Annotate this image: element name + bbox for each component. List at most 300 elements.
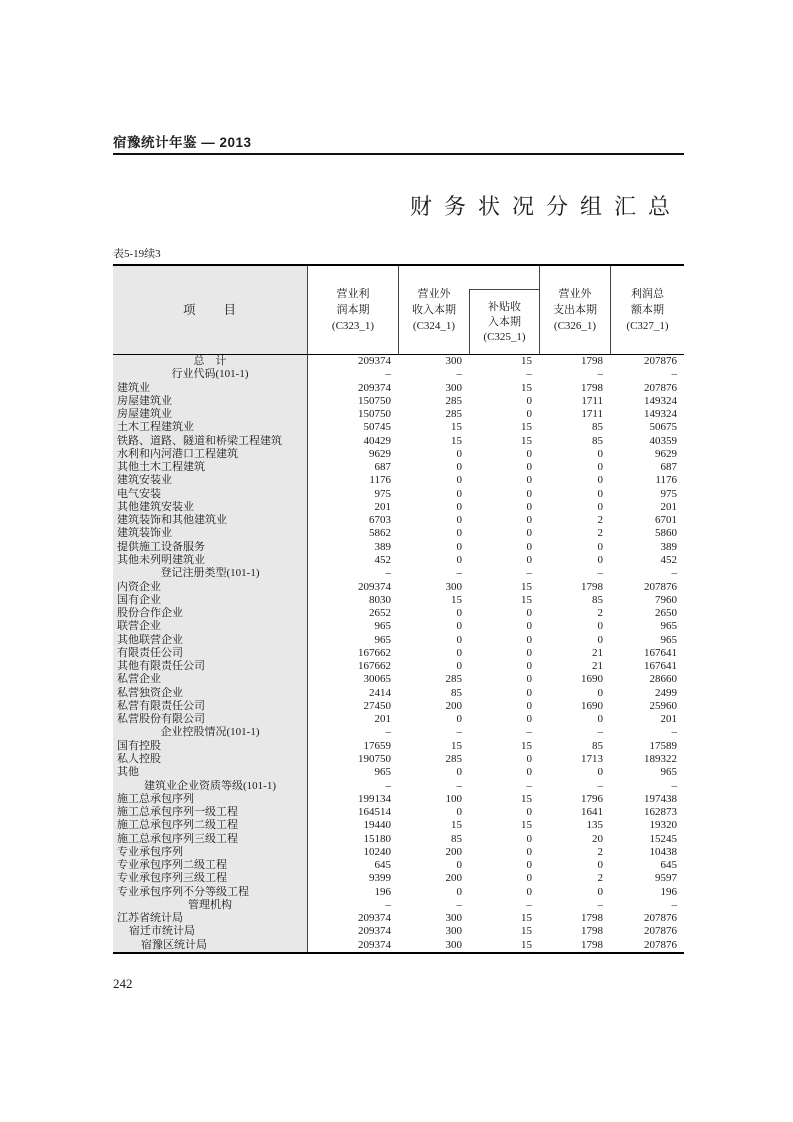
table-row bbox=[113, 488, 684, 501]
table-row bbox=[113, 647, 684, 660]
cell-value: – bbox=[456, 726, 462, 739]
cell-value: 1798 bbox=[581, 938, 603, 951]
cell-value: 2650 bbox=[655, 607, 677, 620]
cell-value: 15 bbox=[451, 421, 462, 434]
row-label: 其他未列明建筑业 bbox=[113, 554, 308, 567]
row-label: 企业控股情况(101-1) bbox=[113, 726, 308, 739]
cell-value: 0 bbox=[456, 474, 462, 487]
cell-value: 1690 bbox=[581, 699, 603, 712]
cell-value: 0 bbox=[456, 500, 462, 513]
financial-summary-table bbox=[113, 264, 684, 954]
table-row bbox=[113, 780, 684, 793]
cell-value: 50675 bbox=[649, 421, 677, 434]
cell-value: 0 bbox=[456, 540, 462, 553]
cell-value: 17589 bbox=[649, 739, 677, 752]
cell-value: 965 bbox=[660, 620, 677, 633]
row-label: 总 计 bbox=[113, 355, 308, 368]
cell-value: 0 bbox=[456, 885, 462, 898]
cell-value: 1796 bbox=[581, 792, 603, 805]
cell-value: 207876 bbox=[644, 355, 677, 367]
table-row bbox=[113, 581, 684, 594]
cell-value: 50745 bbox=[363, 421, 391, 434]
cell-value: 5862 bbox=[369, 527, 391, 540]
table-row bbox=[113, 912, 684, 925]
cell-value: 0 bbox=[526, 713, 532, 726]
cell-value: 285 bbox=[445, 394, 462, 407]
cell-value: 17659 bbox=[363, 739, 391, 752]
cell-value: 0 bbox=[456, 806, 462, 819]
cell-value: 167662 bbox=[358, 646, 391, 659]
table-row bbox=[113, 859, 684, 872]
cell-value: 0 bbox=[456, 713, 462, 726]
cell-value: 200 bbox=[445, 872, 462, 885]
cell-value: 167641 bbox=[644, 646, 677, 659]
cell-value: 0 bbox=[526, 806, 532, 819]
cell-value: 209374 bbox=[358, 355, 391, 367]
cell-value: – bbox=[671, 368, 677, 381]
cell-value: – bbox=[385, 726, 391, 739]
cell-value: 0 bbox=[526, 408, 532, 421]
cell-value: – bbox=[597, 368, 603, 381]
table-row bbox=[113, 713, 684, 726]
cell-value: 965 bbox=[660, 633, 677, 646]
cell-value: 15 bbox=[521, 355, 532, 367]
cell-value: 0 bbox=[526, 540, 532, 553]
cell-value: 452 bbox=[660, 553, 677, 566]
cell-value: 167641 bbox=[644, 660, 677, 673]
cell-value: 0 bbox=[526, 487, 532, 500]
cell-value: 15 bbox=[521, 792, 532, 805]
cell-value: 0 bbox=[456, 527, 462, 540]
cell-value: 201 bbox=[660, 500, 677, 513]
cell-value: 201 bbox=[374, 713, 391, 726]
cell-value: 2 bbox=[597, 527, 603, 540]
cell-value: – bbox=[385, 779, 391, 792]
column-header-line: (C324_1) bbox=[412, 320, 456, 332]
cell-value: – bbox=[671, 726, 677, 739]
cell-value: 21 bbox=[592, 646, 603, 659]
row-label: 施工总承包序列三级工程 bbox=[113, 833, 308, 846]
table-row bbox=[113, 395, 684, 408]
table-row bbox=[113, 448, 684, 461]
table-row bbox=[113, 899, 684, 912]
cell-value: 1713 bbox=[581, 752, 603, 765]
table-body bbox=[113, 355, 684, 952]
table-row bbox=[113, 527, 684, 540]
cell-value: 207876 bbox=[644, 580, 677, 593]
row-label: 专业承包序列 bbox=[113, 846, 308, 859]
cell-value: 19320 bbox=[649, 819, 677, 832]
row-label: 房屋建筑业 bbox=[113, 395, 308, 408]
cell-value: 1711 bbox=[581, 408, 603, 421]
cell-value: 1798 bbox=[581, 912, 603, 925]
cell-value: – bbox=[526, 368, 532, 381]
cell-value: 0 bbox=[456, 646, 462, 659]
column-header-line: 利润总 bbox=[631, 288, 664, 300]
cell-value: 0 bbox=[597, 487, 603, 500]
column-header-line: 润本期 bbox=[336, 304, 370, 316]
cell-value: 0 bbox=[526, 699, 532, 712]
cell-value: 9629 bbox=[655, 447, 677, 460]
row-label: 施工总承包序列一级工程 bbox=[113, 806, 308, 819]
cell-value: 2499 bbox=[655, 686, 677, 699]
cell-value: 1690 bbox=[581, 673, 603, 686]
cell-value: 1798 bbox=[581, 925, 603, 938]
cell-value: 0 bbox=[456, 859, 462, 872]
table-row bbox=[113, 726, 684, 739]
cell-value: – bbox=[526, 898, 532, 911]
cell-value: 85 bbox=[592, 421, 603, 434]
cell-value: 975 bbox=[374, 487, 391, 500]
cell-value: 0 bbox=[456, 553, 462, 566]
cell-value: 85 bbox=[451, 832, 462, 845]
row-label: 其他土木工程建筑 bbox=[113, 461, 308, 474]
cell-value: 85 bbox=[451, 686, 462, 699]
cell-value: 0 bbox=[526, 500, 532, 513]
cell-value: 0 bbox=[456, 487, 462, 500]
cell-value: 40359 bbox=[649, 434, 677, 447]
cell-value: – bbox=[526, 726, 532, 739]
cell-value: 0 bbox=[456, 660, 462, 673]
cell-value: 1798 bbox=[581, 355, 603, 367]
row-label: 内资企业 bbox=[113, 581, 308, 594]
cell-value: 30065 bbox=[363, 673, 391, 686]
column-header-line: (C327_1) bbox=[626, 320, 669, 332]
cell-value: 2652 bbox=[369, 607, 391, 620]
cell-value: 1641 bbox=[581, 806, 603, 819]
cell-value: 135 bbox=[586, 819, 603, 832]
page-number: 242 bbox=[113, 976, 133, 991]
column-header-C325_1 bbox=[469, 266, 539, 354]
cell-value: – bbox=[671, 898, 677, 911]
cell-value: 7960 bbox=[655, 593, 677, 606]
column-header-line: (C326_1) bbox=[553, 320, 597, 332]
cell-value: 0 bbox=[456, 620, 462, 633]
cell-value: 15 bbox=[521, 739, 532, 752]
cell-value: 0 bbox=[597, 447, 603, 460]
cell-value: 0 bbox=[597, 766, 603, 779]
cell-value: 0 bbox=[526, 646, 532, 659]
cell-value: 8030 bbox=[369, 593, 391, 606]
row-label: 宿迁市统计局 bbox=[113, 925, 308, 938]
table-row bbox=[113, 474, 684, 487]
table-row bbox=[113, 872, 684, 885]
cell-value: 0 bbox=[597, 474, 603, 487]
row-label: 江苏省统计局 bbox=[113, 912, 308, 925]
cell-value: 0 bbox=[526, 461, 532, 474]
cell-value: 209374 bbox=[358, 938, 391, 951]
cell-value: 0 bbox=[597, 620, 603, 633]
row-label: 专业承包序列二级工程 bbox=[113, 859, 308, 872]
table-row bbox=[113, 541, 684, 554]
cell-value: 85 bbox=[592, 739, 603, 752]
column-header-line: 营业外 bbox=[558, 288, 592, 300]
cell-value: 85 bbox=[592, 434, 603, 447]
column-header-C326_1 bbox=[539, 266, 610, 354]
cell-value: 207876 bbox=[644, 912, 677, 925]
cell-value: – bbox=[671, 567, 677, 580]
row-label: 有限责任公司 bbox=[113, 647, 308, 660]
column-header-line: 营业利 bbox=[336, 288, 370, 300]
cell-value: 0 bbox=[526, 872, 532, 885]
cell-value: 209374 bbox=[358, 580, 391, 593]
cell-value: 2414 bbox=[369, 686, 391, 699]
cell-value: 190750 bbox=[358, 752, 391, 765]
cell-value: 965 bbox=[374, 620, 391, 633]
row-label: 私营有限责任公司 bbox=[113, 700, 308, 713]
table-row bbox=[113, 753, 684, 766]
cell-value: 149324 bbox=[644, 394, 677, 407]
cell-value: 0 bbox=[526, 845, 532, 858]
table-row bbox=[113, 607, 684, 620]
cell-value: 0 bbox=[526, 620, 532, 633]
sub-column-box-C325_1 bbox=[469, 289, 539, 354]
cell-value: 10438 bbox=[649, 845, 677, 858]
cell-value: 15 bbox=[521, 912, 532, 925]
cell-value: 1798 bbox=[581, 381, 603, 394]
cell-value: 15 bbox=[521, 381, 532, 394]
table-row bbox=[113, 793, 684, 806]
item-column-header: 项 目 bbox=[113, 266, 308, 354]
cell-value: 0 bbox=[597, 553, 603, 566]
cell-value: 975 bbox=[660, 487, 677, 500]
row-label: 其他有限责任公司 bbox=[113, 660, 308, 673]
column-header-line: (C325_1) bbox=[483, 330, 526, 343]
cell-value: 0 bbox=[456, 633, 462, 646]
cell-value: 0 bbox=[526, 527, 532, 540]
row-label: 施工总承包序列二级工程 bbox=[113, 819, 308, 832]
cell-value: 0 bbox=[526, 474, 532, 487]
cell-value: 196 bbox=[374, 885, 391, 898]
cell-value: 207876 bbox=[644, 938, 677, 951]
table-row bbox=[113, 660, 684, 673]
cell-value: 645 bbox=[660, 859, 677, 872]
table-row bbox=[113, 634, 684, 647]
cell-value: 300 bbox=[445, 355, 462, 367]
cell-value: 1798 bbox=[581, 580, 603, 593]
cell-value: 0 bbox=[597, 461, 603, 474]
cell-value: 20 bbox=[592, 832, 603, 845]
row-label: 水利和内河港口工程建筑 bbox=[113, 448, 308, 461]
cell-value: 2 bbox=[597, 872, 603, 885]
cell-value: 15 bbox=[521, 421, 532, 434]
cell-value: 0 bbox=[456, 607, 462, 620]
table-row bbox=[113, 421, 684, 434]
cell-value: 1176 bbox=[369, 474, 391, 487]
row-label: 联营企业 bbox=[113, 620, 308, 633]
cell-value: 25960 bbox=[649, 699, 677, 712]
cell-value: 0 bbox=[526, 832, 532, 845]
table-row bbox=[113, 567, 684, 580]
row-label: 行业代码(101-1) bbox=[113, 368, 308, 381]
cell-value: – bbox=[597, 567, 603, 580]
row-label: 其他建筑安装业 bbox=[113, 501, 308, 514]
cell-value: 300 bbox=[445, 912, 462, 925]
cell-value: 209374 bbox=[358, 381, 391, 394]
table-row bbox=[113, 554, 684, 567]
row-label: 建筑安装业 bbox=[113, 474, 308, 487]
cell-value: 0 bbox=[526, 660, 532, 673]
cell-value: 2 bbox=[597, 607, 603, 620]
cell-value: 200 bbox=[445, 845, 462, 858]
cell-value: 965 bbox=[374, 633, 391, 646]
cell-value: 209374 bbox=[358, 925, 391, 938]
cell-value: 15 bbox=[451, 593, 462, 606]
cell-value: 0 bbox=[597, 885, 603, 898]
table-row bbox=[113, 594, 684, 607]
cell-value: 15245 bbox=[649, 832, 677, 845]
cell-value: 645 bbox=[374, 859, 391, 872]
table-row bbox=[113, 766, 684, 779]
cell-value: 285 bbox=[445, 408, 462, 421]
cell-value: 207876 bbox=[644, 925, 677, 938]
cell-value: 0 bbox=[526, 633, 532, 646]
cell-value: 0 bbox=[597, 859, 603, 872]
cell-value: 0 bbox=[526, 553, 532, 566]
cell-value: 0 bbox=[526, 766, 532, 779]
table-row bbox=[113, 355, 684, 368]
cell-value: 200 bbox=[445, 699, 462, 712]
cell-value: 452 bbox=[374, 553, 391, 566]
cell-value: 15 bbox=[521, 434, 532, 447]
cell-value: 100 bbox=[445, 792, 462, 805]
column-header-C323_1 bbox=[308, 266, 398, 354]
cell-value: 0 bbox=[597, 713, 603, 726]
cell-value: 9399 bbox=[369, 872, 391, 885]
page-title: 财务状况分组汇总 bbox=[410, 194, 683, 219]
cell-value: – bbox=[385, 368, 391, 381]
cell-value: – bbox=[456, 567, 462, 580]
cell-value: 0 bbox=[456, 461, 462, 474]
column-header-line: (C323_1) bbox=[331, 320, 375, 332]
cell-value: 199134 bbox=[358, 792, 391, 805]
table-row bbox=[113, 368, 684, 381]
cell-value: 9629 bbox=[369, 447, 391, 460]
cell-value: 201 bbox=[660, 713, 677, 726]
cell-value: 0 bbox=[456, 447, 462, 460]
row-label: 登记注册类型(101-1) bbox=[113, 567, 308, 580]
cell-value: 0 bbox=[597, 686, 603, 699]
cell-value: 0 bbox=[526, 607, 532, 620]
cell-value: 15 bbox=[521, 580, 532, 593]
row-label: 股份合作企业 bbox=[113, 607, 308, 620]
cell-value: 6701 bbox=[655, 514, 677, 527]
table-row bbox=[113, 461, 684, 474]
cell-value: 965 bbox=[660, 766, 677, 779]
cell-value: 6703 bbox=[369, 514, 391, 527]
cell-value: 85 bbox=[592, 593, 603, 606]
cell-value: 0 bbox=[526, 859, 532, 872]
table-row bbox=[113, 846, 684, 859]
row-label: 国有企业 bbox=[113, 594, 308, 607]
cell-value: 15 bbox=[451, 819, 462, 832]
cell-value: 1711 bbox=[581, 394, 603, 407]
cell-value: 300 bbox=[445, 925, 462, 938]
cell-value: 0 bbox=[597, 540, 603, 553]
cell-value: 201 bbox=[374, 500, 391, 513]
cell-value: 300 bbox=[445, 938, 462, 951]
cell-value: – bbox=[456, 779, 462, 792]
row-label: 建筑业企业资质等级(101-1) bbox=[113, 780, 308, 793]
cell-value: 2 bbox=[597, 514, 603, 527]
table-row bbox=[113, 700, 684, 713]
row-label: 私营独资企业 bbox=[113, 687, 308, 700]
cell-value: 167662 bbox=[358, 660, 391, 673]
row-label: 私人控股 bbox=[113, 753, 308, 766]
table-row bbox=[113, 939, 684, 952]
cell-value: 1176 bbox=[655, 474, 677, 487]
table-caption: 表5-19续3 bbox=[113, 248, 161, 260]
cell-value: – bbox=[597, 898, 603, 911]
cell-value: 40429 bbox=[363, 434, 391, 447]
table-header-row bbox=[113, 266, 684, 355]
cell-value: 285 bbox=[445, 752, 462, 765]
masthead-title: 宿豫统计年鉴 — 2013 bbox=[113, 135, 252, 150]
row-label: 土木工程建筑业 bbox=[113, 421, 308, 434]
cell-value: 0 bbox=[456, 766, 462, 779]
cell-value: 0 bbox=[456, 514, 462, 527]
cell-value: 389 bbox=[374, 540, 391, 553]
cell-value: – bbox=[526, 567, 532, 580]
table-row bbox=[113, 833, 684, 846]
cell-value: – bbox=[456, 898, 462, 911]
cell-value: 15 bbox=[521, 925, 532, 938]
row-label: 建筑业 bbox=[113, 382, 308, 395]
cell-value: 0 bbox=[526, 394, 532, 407]
cell-value: 15 bbox=[521, 593, 532, 606]
cell-value: 209374 bbox=[358, 912, 391, 925]
row-label: 宿豫区统计局 bbox=[113, 939, 308, 952]
header-rule bbox=[113, 153, 684, 155]
table-row bbox=[113, 514, 684, 527]
row-label: 管理机构 bbox=[113, 899, 308, 912]
table-row bbox=[113, 382, 684, 395]
table-row bbox=[113, 435, 684, 448]
row-label: 私营股份有限公司 bbox=[113, 713, 308, 726]
cell-value: 19440 bbox=[363, 819, 391, 832]
cell-value: 28660 bbox=[649, 673, 677, 686]
cell-value: 687 bbox=[660, 461, 677, 474]
cell-value: 389 bbox=[660, 540, 677, 553]
cell-value: 0 bbox=[526, 686, 532, 699]
cell-value: – bbox=[526, 779, 532, 792]
table-row bbox=[113, 925, 684, 938]
cell-value: 164514 bbox=[358, 806, 391, 819]
column-header-line: 入本期 bbox=[488, 315, 521, 328]
column-header-C324_1 bbox=[398, 266, 469, 354]
cell-value: 9597 bbox=[655, 872, 677, 885]
cell-value: 10240 bbox=[363, 845, 391, 858]
column-header-line: 额本期 bbox=[631, 304, 664, 316]
cell-value: 150750 bbox=[358, 394, 391, 407]
row-label: 建筑装饰和其他建筑业 bbox=[113, 514, 308, 527]
cell-value: 0 bbox=[526, 752, 532, 765]
cell-value: 285 bbox=[445, 673, 462, 686]
cell-value: 197438 bbox=[644, 792, 677, 805]
table-row bbox=[113, 886, 684, 899]
row-label: 其他 bbox=[113, 766, 308, 779]
cell-value: 300 bbox=[445, 381, 462, 394]
row-label: 其他联营企业 bbox=[113, 634, 308, 647]
cell-value: – bbox=[597, 726, 603, 739]
column-header-line: 支出本期 bbox=[553, 304, 597, 316]
cell-value: 149324 bbox=[644, 408, 677, 421]
cell-value: 5860 bbox=[655, 527, 677, 540]
row-label: 施工总承包序列 bbox=[113, 793, 308, 806]
cell-value: 0 bbox=[597, 633, 603, 646]
cell-value: – bbox=[456, 368, 462, 381]
table-row bbox=[113, 819, 684, 832]
